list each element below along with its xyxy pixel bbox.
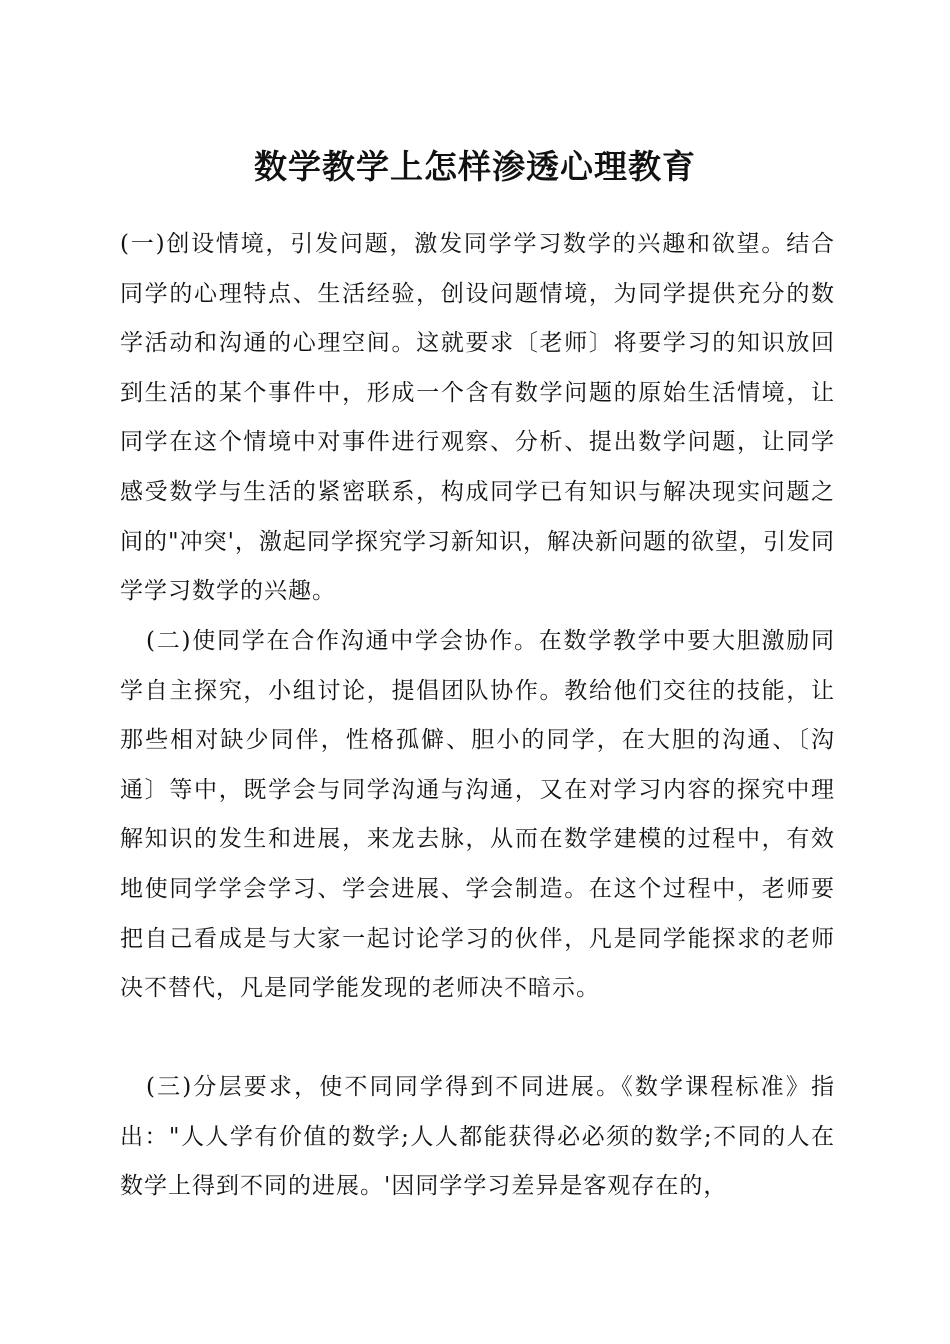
paragraph-2: [120, 617, 835, 1014]
paragraph-3: [120, 1063, 835, 1212]
document-title: 数学教学上怎样渗透心理教育: [254, 147, 696, 186]
paragraph-3-text: (三)分层要求，使不同同学得到不同进展。《数学课程标准》指出："人人学有价值的数学;人人都能获得必必须的数学;不同的人在数学上得到不同的进展。'因同学学习差异是客观存在的，: [120, 1074, 835, 1200]
paragraph-2-text: (二)使同学在合作沟通中学会协作。在数学教学中要大胆激励同学自主探究，小组讨论，提倡团队协作。教给他们交往的技能，让那些相对缺少同伴，性格孤僻、胆小的同学，在大胆的沟通、〔沟通〕等中，既学会与同学沟通与沟通，又在对学习内容的探究中理解知识的发生和进展，来龙去脉，从而在数学建模的过程中，有效地使同学学会学习、学会进展、学会制造。在这个过程中，老师要把自己看成是与大家一起讨论学习的伙伴，凡是同学能探求的老师决不替代，凡是同学能发现的老师决不暗示。: [120, 628, 835, 1002]
paragraph-1-text: (一)创设情境，引发问题，激发同学学习数学的兴趣和欲望。结合同学的心理特点、生活经验，创设问题情境，为同学提供充分的数学活动和沟通的心理空间。这就要求〔老师〕将要学习的知识放回到生活的某个事件中，形成一个含有数学问题的原始生活情境，让同学在这个情境中对事件进行观察、分析、提出数学问题，让同学感受数学与生活的紧密联系，构成同学已有知识与解决现实问题之间的"冲突'，激起同学探究学习新知识，解决新问题的欲望，引发同学学习数学的兴趣。: [120, 231, 835, 605]
paragraph-1: [120, 220, 835, 617]
